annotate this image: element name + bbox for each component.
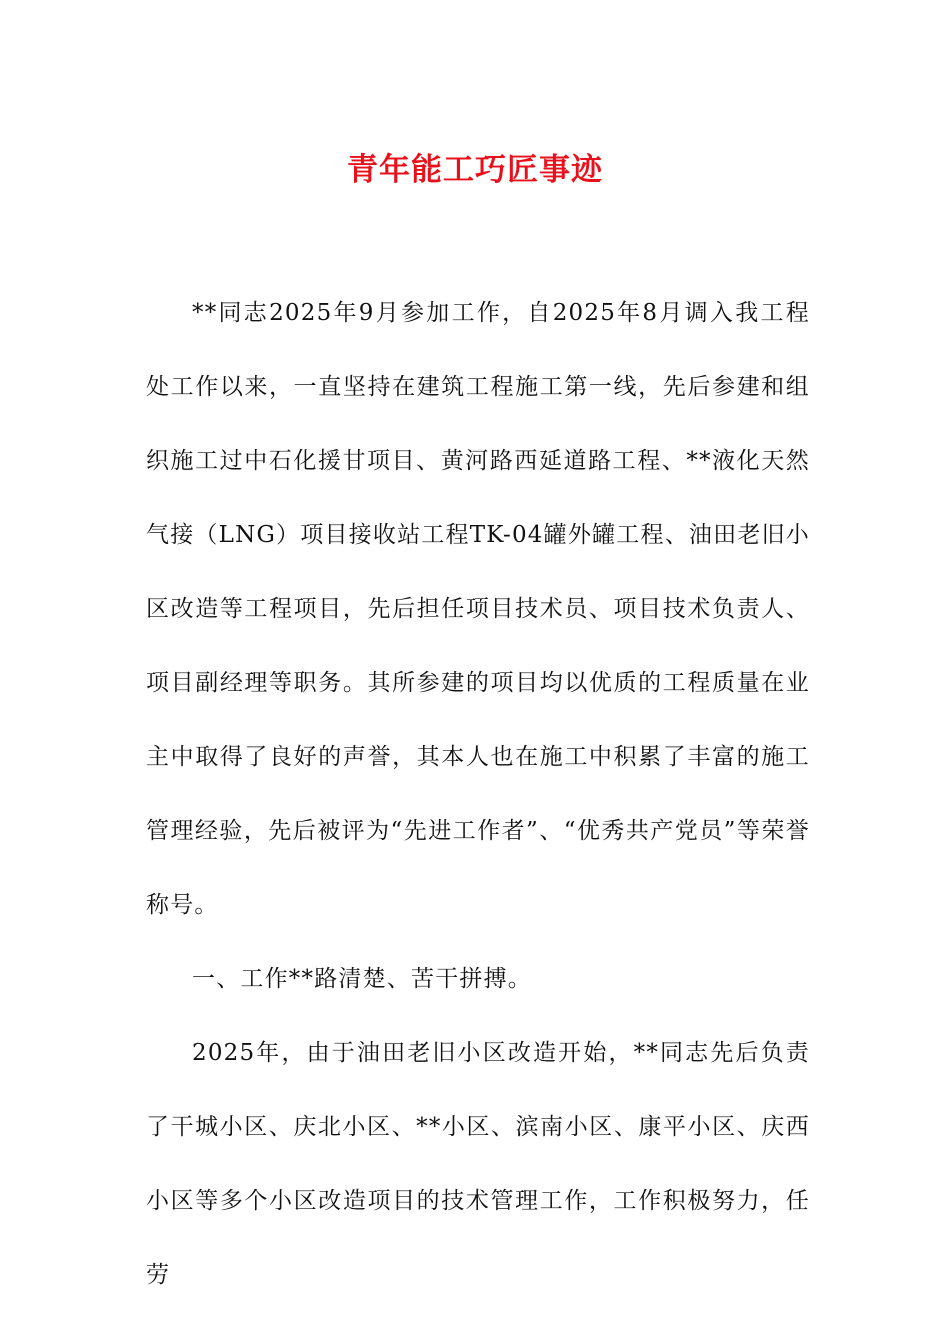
paragraph-section-1: 2025年，由于油田老旧小区改造开始，**同志先后负责了干城小区、庆北小区、**小区、滨南小区、康平小区、庆西小区等多个小区改造项目的技术管理工作，工作积极努力，任劳 [146,1040,810,1288]
section-heading-1: 一、工作**路清楚、苦干拼搏。 [192,966,532,992]
document-body [146,276,810,1312]
paragraph-intro: **同志2025年9月参加工作，自2025年8月调入我工程处工作以来，一直坚持在建筑工程施工第一线，先后参建和组织施工过中石化援甘项目、黄河路西延道路工程、**液化天然气接（LNG）项目接收站工程TK-04罐外罐工程、油田老旧小区改造等工程项目，先后担任项目技术员、项目技术负责人、项目副经理等职务。其所参建的项目均以优质的工程质量在业主中取得了良好的声誉，其本人也在施工中积累了丰富的施工管理经验，先后被评为“先进工作者”、“优秀共产党员”等荣誉称号。 [146,300,810,918]
document-title: 青年能工巧匠事迹 [347,152,603,188]
